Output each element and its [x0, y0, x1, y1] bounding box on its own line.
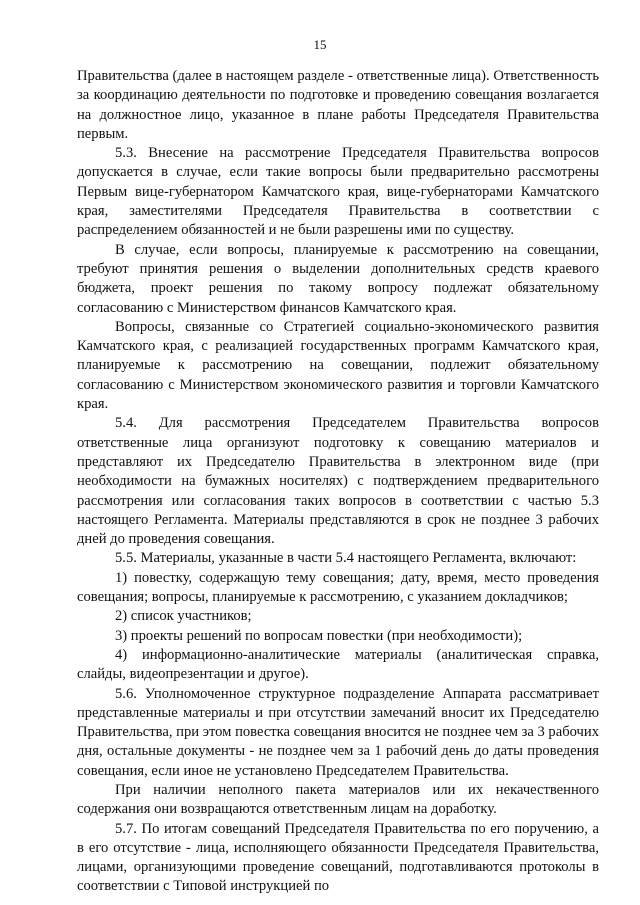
paragraph-5-4: 5.4. Для рассмотрения Председателем Правительства вопросов ответственные лица организуют подготовку к совещанию материалов и представляют их Председателю Правительства в электронном виде (при необходимости на бумажных носителях) с подтверждением предварительного рассмотрения или согласования таких вопросов в соответствии с частью 5.3 настоящего Регламента. Материалы представляются в срок не позднее 3 рабочих дней до проведения совещания.: [77, 415, 599, 548]
document-body: [77, 67, 599, 897]
paragraph-continuation: Правительства (далее в настоящем разделе - ответственные лица). Ответственность за координацию деятельности по подготовке и проведению совещания возлагается на должностное лицо, указанное в плане работы Председателя Правительства первым.: [77, 68, 599, 142]
list-item-2: 2) список участников;: [115, 608, 252, 625]
paragraph-5-7: 5.7. По итогам совещаний Председателя Правительства по его поручению, а в его отсутствие - лица, исполняющего обязанности Председателя Правительства, лицами, организующими проведение совещаний, подготавливаются протоколы в соответствии с Типовой инструкцией по: [77, 820, 599, 895]
list-item-4: 4) информационно-аналитические материалы (аналитическая справка, слайды, видеопрезентации и другое).: [77, 646, 599, 683]
paragraph-budget-approval: В случае, если вопросы, планируемые к рассмотрению на совещании, требуют принятия решения о выделении дополнительных средств краевого бюджета, проект решения по такому вопросу подлежат обязательному согласованию с Министерством финансов Камчатского края.: [77, 241, 599, 316]
paragraph-5-6: 5.6. Уполномоченное структурное подразделение Аппарата рассматривает представленные материалы и при отсутствии замечаний вносит их Председателю Правительства, при этом повестка совещания вносится не позднее чем за 3 рабочих дня, остальные документы - не позднее чем за 1 рабочий день до даты проведения совещания, если иное не установлено Председателем Правительства.: [77, 685, 599, 779]
paragraph-incomplete-materials: При наличии неполного пакета материалов или их некачественного содержания они возвращаются ответственным лицам на доработку.: [77, 781, 599, 818]
list-item-3: 3) проекты решений по вопросам повестки (при необходимости);: [115, 627, 523, 644]
page-number: 15: [313, 37, 327, 52]
paragraph-5-3: 5.3. Внесение на рассмотрение Председателя Правительства вопросов допускается в случае, если такие вопросы были предварительно рассмотрены Первым вице-губернатором Камчатского края, вице-губернаторами Камчатского края, заместителями Председателя Правительства в соответствии с распределением обязанностей и не были разрешены ими по существу.: [77, 145, 599, 239]
paragraph-strategy-approval: Вопросы, связанные со Стратегией социально-экономического развития Камчатского края, с реализацией государственных программ Камчатского края, планируемые к рассмотрению на совещании, подлежит обязательному согласованию с Министерством экономического развития и торговли Камчатского края.: [77, 318, 599, 413]
list-item-1: 1) повестку, содержащую тему совещания; дату, время, место проведения совещания; вопросы, планируемые к рассмотрению, с указанием докладчиков;: [77, 569, 599, 606]
paragraph-5-5: 5.5. Материалы, указанные в части 5.4 настоящего Регламента, включают:: [115, 550, 577, 567]
